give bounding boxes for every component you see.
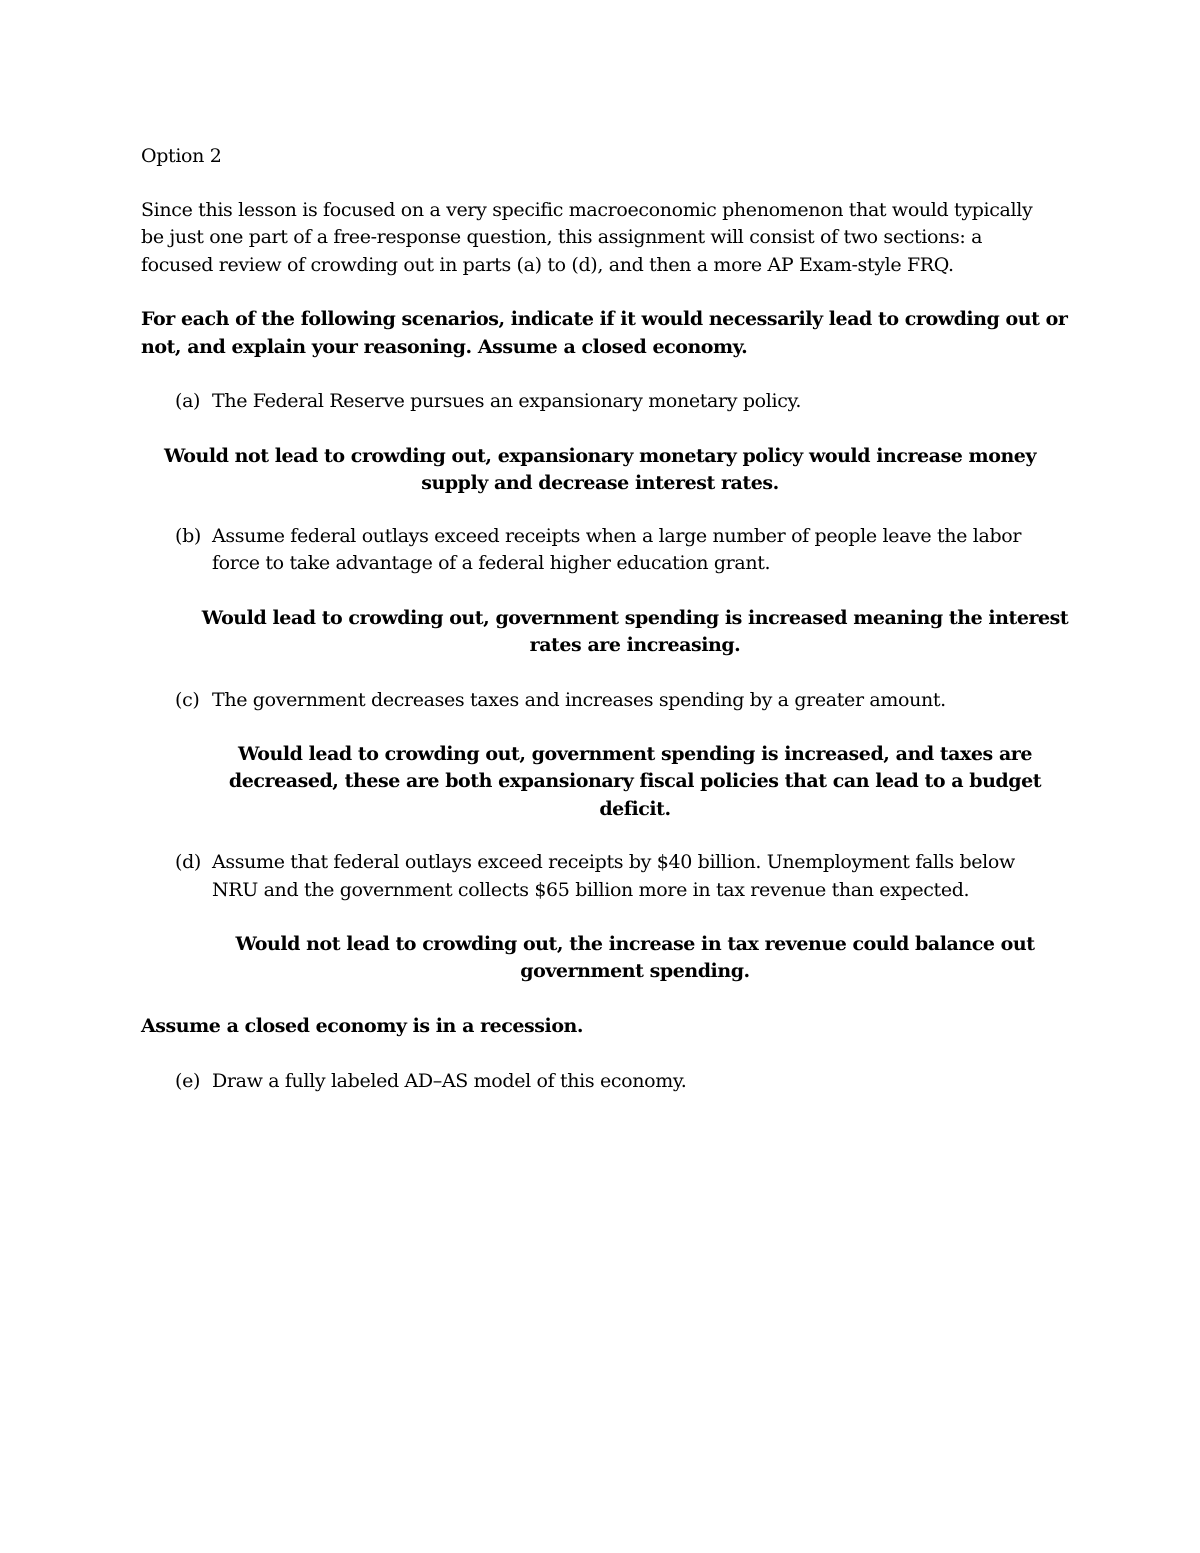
question-label: (b) (175, 525, 201, 547)
question-text: Draw a fully labeled AD–AS model of this economy. (212, 1070, 687, 1092)
answer-c-line-2: decreased, these are both expansionary fiscal policies that can lead to a budget (228, 770, 1042, 792)
question-label: (a) (175, 390, 201, 412)
intro-line-1: Since this lesson is focused on a very specific macroeconomic phenomenon that would typically (141, 199, 1033, 221)
intro-line-3: focused review of crowding out in parts (a) to (d), and then a more AP Exam-style FRQ. (141, 254, 954, 276)
answer-c-line-3: deficit. (599, 798, 671, 820)
answer-a-line-1: Would not lead to crowding out, expansionary monetary policy would increase money (163, 445, 1037, 467)
answer-a-line-2: supply and decrease interest rates. (421, 472, 779, 494)
question-label: (d) (175, 851, 201, 873)
question-text: Assume that federal outlays exceed receipts by $40 billion. Unemployment falls below (212, 851, 1015, 873)
answer-b-line-1: Would lead to crowding out, government spending is increased meaning the interest (201, 607, 1069, 629)
page-heading: Option 2 (141, 145, 222, 167)
intro-line-2: be just one part of a free-response question, this assignment will consist of two sections: a (141, 226, 983, 248)
question-text: The government decreases taxes and increases spending by a greater amount. (212, 689, 946, 711)
answer-c-line-1: Would lead to crowding out, government spending is increased, and taxes are (237, 743, 1033, 765)
question-label: (e) (175, 1070, 201, 1092)
answer-d-line-1: Would not lead to crowding out, the increase in tax revenue could balance out (235, 933, 1035, 955)
instruction-line-2: not, and explain your reasoning. Assume a closed economy. (141, 336, 748, 358)
question-d-line-2: NRU and the government collects $65 billion more in tax revenue than expected. (212, 879, 970, 901)
question-text: Assume federal outlays exceed receipts when a large number of people leave the labor (212, 525, 1022, 547)
answer-b-line-2: rates are increasing. (529, 634, 741, 656)
instruction-line-1: For each of the following scenarios, indicate if it would necessarily lead to crowding out or (141, 308, 1068, 330)
question-text: The Federal Reserve pursues an expansionary monetary policy. (212, 390, 802, 412)
answer-d-line-2: government spending. (520, 960, 750, 982)
section2-heading: Assume a closed economy is in a recession. (141, 1015, 584, 1037)
question-b-line-2: force to take advantage of a federal higher education grant. (212, 552, 771, 574)
question-label: (c) (175, 689, 200, 711)
